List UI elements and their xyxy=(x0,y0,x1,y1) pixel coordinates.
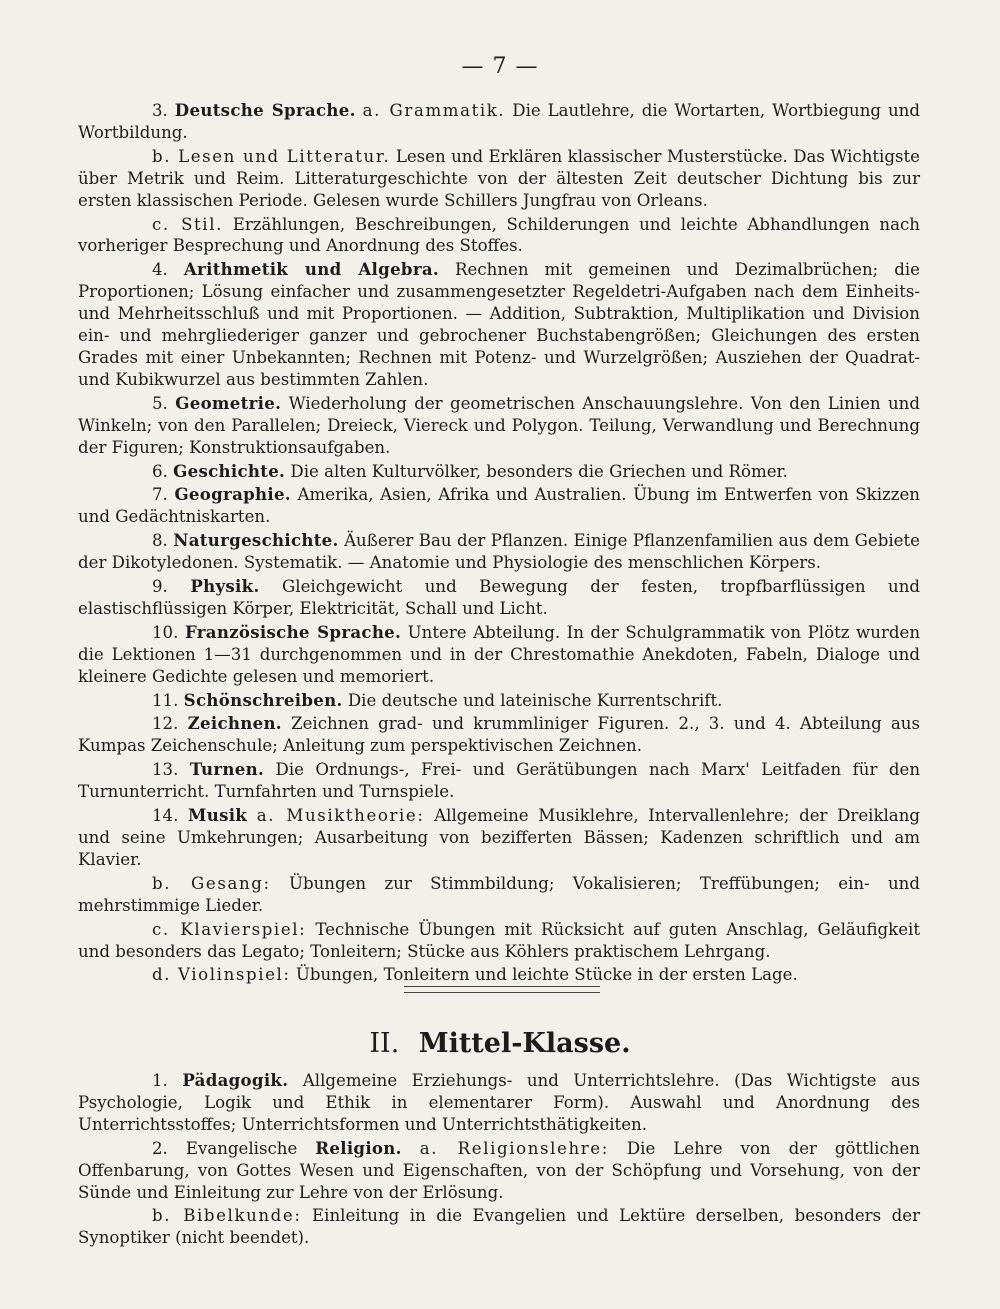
subject-title: Turnen. xyxy=(189,759,265,780)
subject-franzoesisch xyxy=(78,622,920,688)
subject-number: 1. xyxy=(152,1071,168,1090)
section-divider xyxy=(404,986,600,993)
subject-number: 14. xyxy=(152,806,179,826)
subject-title: Pädagogik. xyxy=(182,1070,289,1090)
section-text xyxy=(78,1070,920,1251)
part-label: a. Grammatik. xyxy=(362,101,506,120)
part-label: c. Klavierspiel: xyxy=(152,919,307,939)
subject-pre-title: Evangelische xyxy=(185,1138,298,1158)
main-text xyxy=(78,100,920,988)
subject-zeichnen xyxy=(78,713,920,757)
subject-number: 10. xyxy=(152,622,179,642)
subject-text: Die deutsche und lateinische Kurrentschrift. xyxy=(347,690,723,710)
section-roman-numeral: II. xyxy=(369,1028,400,1059)
subject-part xyxy=(78,964,920,986)
subject-part xyxy=(78,873,920,917)
subject-text: Untere Abteilung. In der Schulgrammatik von Plötz wurden die Lektionen 1—31 durchgenommen und in der Chrestomathie Anekdoten, Fabeln, Dialoge und kleinere Gedichte gelesen und memoriert. xyxy=(78,622,921,686)
subject-part xyxy=(78,214,920,258)
part-text: Technische Übungen mit Rücksicht auf guten Anschlag, Geläufigkeit und besonders das Legato; Tonleitern; Stücke aus Köhlers praktischem Lehrgang. xyxy=(78,919,920,961)
subject-text: Die alten Kulturvölker, besonders die Griechen und Römer. xyxy=(290,461,788,481)
subject-title: Religion. xyxy=(315,1137,402,1158)
part-text: Lesen und Erklären klassischer Musterstücke. Das Wichtigste über Metrik und Reim. Litteraturgeschichte von der ältesten Zeit deutscher Dichtung bis zur ersten klassischen Periode. Gelesen wurde Schillers Jungfrau von Orleans. xyxy=(78,146,920,210)
subject-number: 6. xyxy=(152,461,168,481)
section-title: Mittel-Klasse. xyxy=(418,1028,631,1059)
part-label: a. Musiktheorie: xyxy=(256,806,425,826)
subject-turnen xyxy=(78,759,920,803)
subject-text: Wiederholung der geometrischen Anschauungslehre. Von den Linien und Winkeln; von den Parallelen; Dreieck, Viereck und Polygon. Teilung, Verwandlung und Berechnung der Figuren; Konstruktionsaufgaben. xyxy=(78,393,920,457)
subject-title: Geographie. xyxy=(174,484,291,505)
part-text: Allgemeine Musiklehre, Intervallenlehre; der Dreiklang und seine Umkehrungen; Ausarbeitung von bezifferten Bässen; Kadenzen schriftlich und am Klavier. xyxy=(78,806,921,869)
subject-part xyxy=(78,919,920,963)
subject-title: Zeichnen. xyxy=(187,713,282,734)
part-label: d. Violinspiel: xyxy=(152,965,291,985)
subject-part xyxy=(78,146,920,212)
subject-geometrie xyxy=(78,393,920,459)
part-text: Übungen zur Stimmbildung; Vokalisieren; Treffübungen; ein- und mehrstimmige Lieder. xyxy=(78,873,920,915)
subject-physik xyxy=(78,576,920,620)
subject-geschichte xyxy=(78,461,920,483)
part-text: Übungen, Tonleitern und leichte Stücke in der ersten Lage. xyxy=(295,965,798,985)
subject-musik xyxy=(78,805,920,871)
part-label: c. Stil. xyxy=(152,214,223,234)
subject-text: Zeichnen grad- und krummliniger Figuren. 2., 3. und 4. Abteilung aus Kumpas Zeichenschule; Anleitung zum perspektivischen Zeichnen. xyxy=(78,714,920,756)
subject-number: 8. xyxy=(152,531,168,551)
subject-deutsche-sprache xyxy=(78,100,920,144)
section-heading xyxy=(0,1028,1000,1059)
part-label: a. Religionslehre: xyxy=(419,1138,609,1158)
part-text: Erzählungen, Beschreibungen, Schilderungen und leichte Abhandlungen nach vorheriger Besprechung und Anordnung des Stoffes. xyxy=(78,214,920,256)
subject-number: 7. xyxy=(152,485,168,505)
subject-title: Schönschreiben. xyxy=(183,689,343,710)
subject-title: Geschichte. xyxy=(173,460,286,481)
subject-title: Französische Sprache. xyxy=(184,621,402,642)
subject-title: Musik xyxy=(188,805,248,826)
subject-text: Amerika, Asien, Afrika und Australien. Übung im Entwerfen von Skizzen und Gedächtniskarten. xyxy=(78,485,920,527)
subject-number: 5. xyxy=(152,393,168,413)
subject-geographie xyxy=(78,484,920,528)
subject-title: Physik. xyxy=(190,576,260,597)
part-label: b. Gesang: xyxy=(152,873,271,893)
part-label: b. Lesen und Litteratur. xyxy=(152,146,391,166)
part-text: Einleitung in die Evangelien und Lektüre derselben, besonders der Synoptiker (nicht beendet). xyxy=(78,1206,920,1248)
subject-paedagogik xyxy=(78,1070,920,1136)
subject-schoenschreiben xyxy=(78,690,920,712)
subject-number: 11. xyxy=(152,690,179,710)
subject-text: Die Ordnungs-, Frei- und Gerätübungen nach Marx' Leitfaden für den Turnunterricht. Turnfahrten und Turnspiele. xyxy=(78,760,921,802)
subject-title: Naturgeschichte. xyxy=(173,530,339,551)
part-text: Die Lehre von der göttlichen Offenbarung, von Gottes Wesen und Eigenschaften, von der Schöpfung und Vorsehung, von der Sünde und Einleitung zur Lehre von der Erlösung. xyxy=(78,1138,920,1202)
subject-number: 3. xyxy=(152,101,168,120)
subject-title: Deutsche Sprache. xyxy=(174,100,356,120)
subject-title: Geometrie. xyxy=(175,392,282,413)
subject-number: 4. xyxy=(152,260,168,280)
subject-number: 9. xyxy=(152,577,168,597)
subject-arithmetik xyxy=(78,259,920,390)
part-text: Die Lautlehre, die Wortarten, Wortbiegung und Wortbildung. xyxy=(78,101,920,142)
subject-title: Arithmetik und Algebra. xyxy=(183,259,439,280)
subject-text: Gleichgewicht und Bewegung der festen, tropfbarflüssigen und elastischflüssigen Körper, Elektricität, Schall und Licht. xyxy=(78,577,920,618)
subject-naturgeschichte xyxy=(78,530,920,574)
subject-number: 13. xyxy=(152,760,179,780)
subject-text: Allgemeine Erziehungs- und Unterrichtslehre. (Das Wichtigste aus Psychologie, Logik und Ethik in elementarer Form). Auswahl und Anordnung des Unterrichtsstoffes; Unterrichtsformen und Unterrichtsthätigkeiten. xyxy=(78,1071,920,1134)
subject-number: 2. xyxy=(152,1138,168,1158)
subject-religion xyxy=(78,1138,920,1204)
page-number: — 7 — xyxy=(461,54,539,79)
subject-number: 12. xyxy=(152,714,179,734)
subject-text: Äußerer Bau der Pflanzen. Einige Pflanzenfamilien aus dem Gebiete der Dikotyledonen. Systematik. — Anatomie und Physiologie des menschlichen Körpers. xyxy=(78,531,920,573)
part-label: b. Bibelkunde: xyxy=(152,1206,302,1226)
subject-text: Rechnen mit gemeinen und Dezimalbrüchen; die Proportionen; Lösung einfacher und zusammengesetzter Regeldetri-Aufgaben nach dem Einheits- und Mehrheitsschluß und mit Proportionen. — Addition, Subtraktion, Multiplikation und Division ein- und mehrgliederiger ganzer und gebrochener Buchstabengrößen; Gleichungen des ersten Grades mit einer Unbekannten; Rechnen mit Potenz- und Wurzelgrößen; Ausziehen der Quadrat- und Kubikwurzel aus bestimmten Zahlen. xyxy=(78,260,921,389)
subject-part xyxy=(78,1205,920,1249)
